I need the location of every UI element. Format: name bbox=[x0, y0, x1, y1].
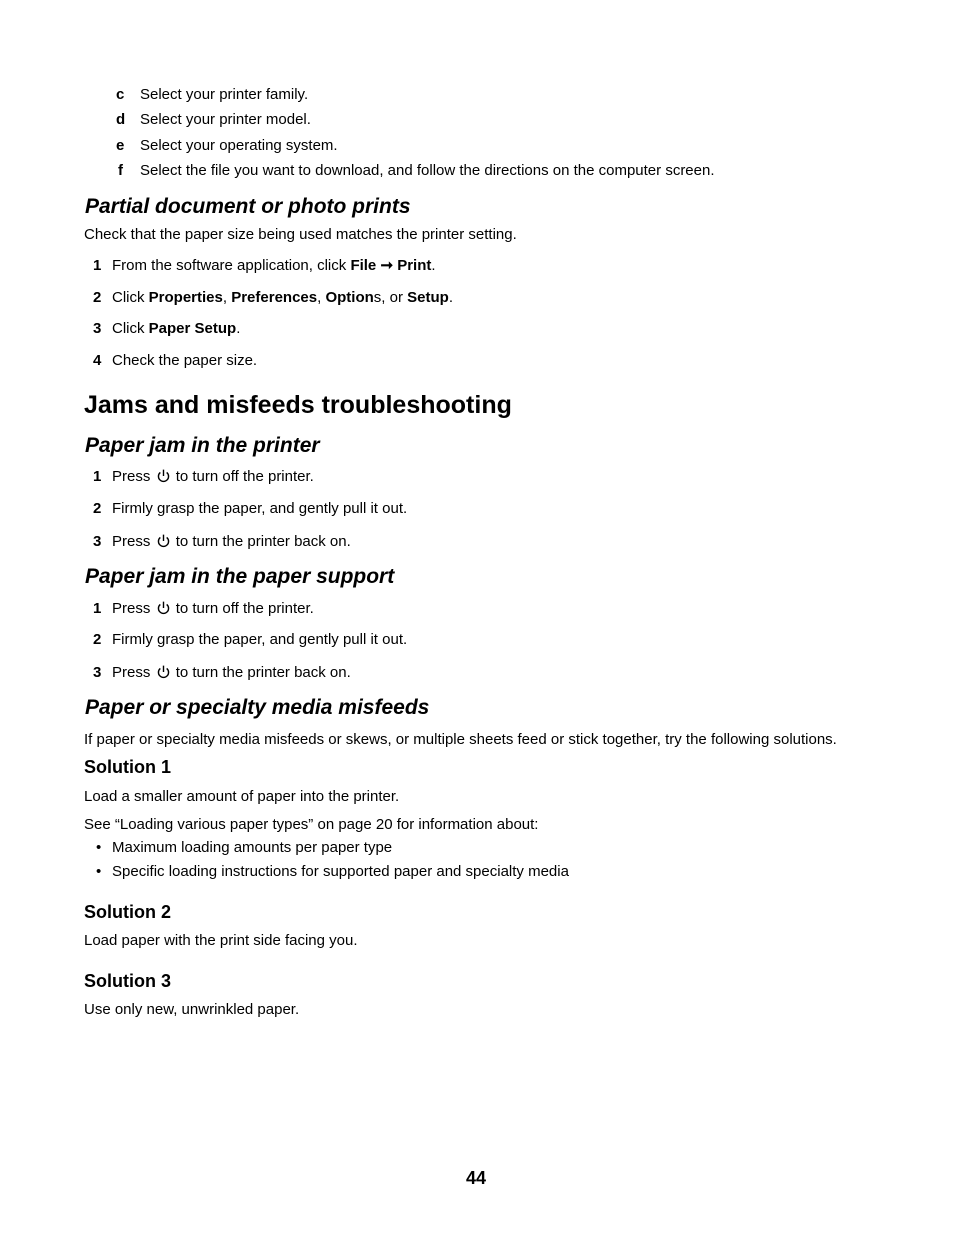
step-text: Check the paper size. bbox=[112, 352, 258, 369]
solution-heading: Solution 3 bbox=[84, 971, 171, 991]
step-number: 1 bbox=[93, 600, 102, 617]
step-text: Select the file you want to download, and follow the directions on the computer screen. bbox=[140, 162, 715, 179]
solution-heading: Solution 2 bbox=[84, 902, 171, 922]
step-text: Press to turn off the printer. bbox=[112, 468, 314, 485]
bullet-icon: • bbox=[96, 839, 102, 856]
section-heading-jam-printer: Paper jam in the printer bbox=[85, 434, 320, 457]
page-number: 44 bbox=[466, 1168, 487, 1188]
step-text: Select your printer model. bbox=[140, 111, 311, 128]
chapter-heading: Jams and misfeeds troubleshooting bbox=[84, 391, 512, 419]
solution-heading: Solution 1 bbox=[84, 757, 171, 777]
solution-text: Load a smaller amount of paper into the printer. bbox=[84, 788, 400, 805]
step-number: 1 bbox=[93, 257, 102, 274]
section-intro: Check that the paper size being used matches the printer setting. bbox=[84, 226, 517, 243]
solution-text: See “Loading various paper types” on page 20 for information about: bbox=[84, 816, 539, 833]
section-heading-jam-support: Paper jam in the paper support bbox=[85, 565, 395, 588]
list-item: Maximum loading amounts per paper type bbox=[112, 839, 393, 856]
step-number: 4 bbox=[93, 352, 102, 369]
step-text: From the software application, click File ➞ Print. bbox=[112, 257, 436, 274]
step-label: c bbox=[116, 86, 125, 103]
step-text: Select your operating system. bbox=[140, 137, 338, 154]
list-item: Specific loading instructions for supported paper and specialty media bbox=[112, 863, 569, 880]
section-intro: If paper or specialty media misfeeds or skews, or multiple sheets feed or stick together, try the following solutions. bbox=[84, 731, 837, 748]
section-heading-misfeeds: Paper or specialty media misfeeds bbox=[85, 696, 430, 719]
step-text: Press to turn the printer back on. bbox=[112, 533, 351, 550]
bullet-icon: • bbox=[96, 863, 102, 880]
step-number: 2 bbox=[93, 631, 102, 648]
step-text: Firmly grasp the paper, and gently pull it out. bbox=[112, 500, 408, 517]
arrow-icon: ➞ bbox=[380, 257, 394, 274]
step-number: 1 bbox=[93, 468, 102, 485]
step-number: 2 bbox=[93, 289, 102, 306]
step-label: e bbox=[116, 137, 125, 154]
power-icon bbox=[156, 533, 171, 549]
step-text: Firmly grasp the paper, and gently pull it out. bbox=[112, 631, 408, 648]
step-number: 3 bbox=[93, 664, 102, 681]
power-icon bbox=[156, 468, 171, 484]
power-icon bbox=[156, 664, 171, 680]
step-number: 3 bbox=[93, 320, 102, 337]
step-text: Press to turn the printer back on. bbox=[112, 664, 351, 681]
step-text: Click Properties, Preferences, Options, or Setup. bbox=[112, 289, 453, 306]
section-heading-partial: Partial document or photo prints bbox=[85, 195, 411, 218]
step-number: 2 bbox=[93, 500, 102, 517]
step-label: f bbox=[118, 162, 123, 179]
solution-text: Use only new, unwrinkled paper. bbox=[84, 1001, 300, 1018]
step-number: 3 bbox=[93, 533, 102, 550]
step-text: Select your printer family. bbox=[140, 86, 309, 103]
step-text: Click Paper Setup. bbox=[112, 320, 241, 337]
step-text: Press to turn off the printer. bbox=[112, 600, 314, 617]
solution-text: Load paper with the print side facing you. bbox=[84, 932, 358, 949]
power-icon bbox=[156, 600, 171, 616]
step-label: d bbox=[116, 111, 126, 128]
